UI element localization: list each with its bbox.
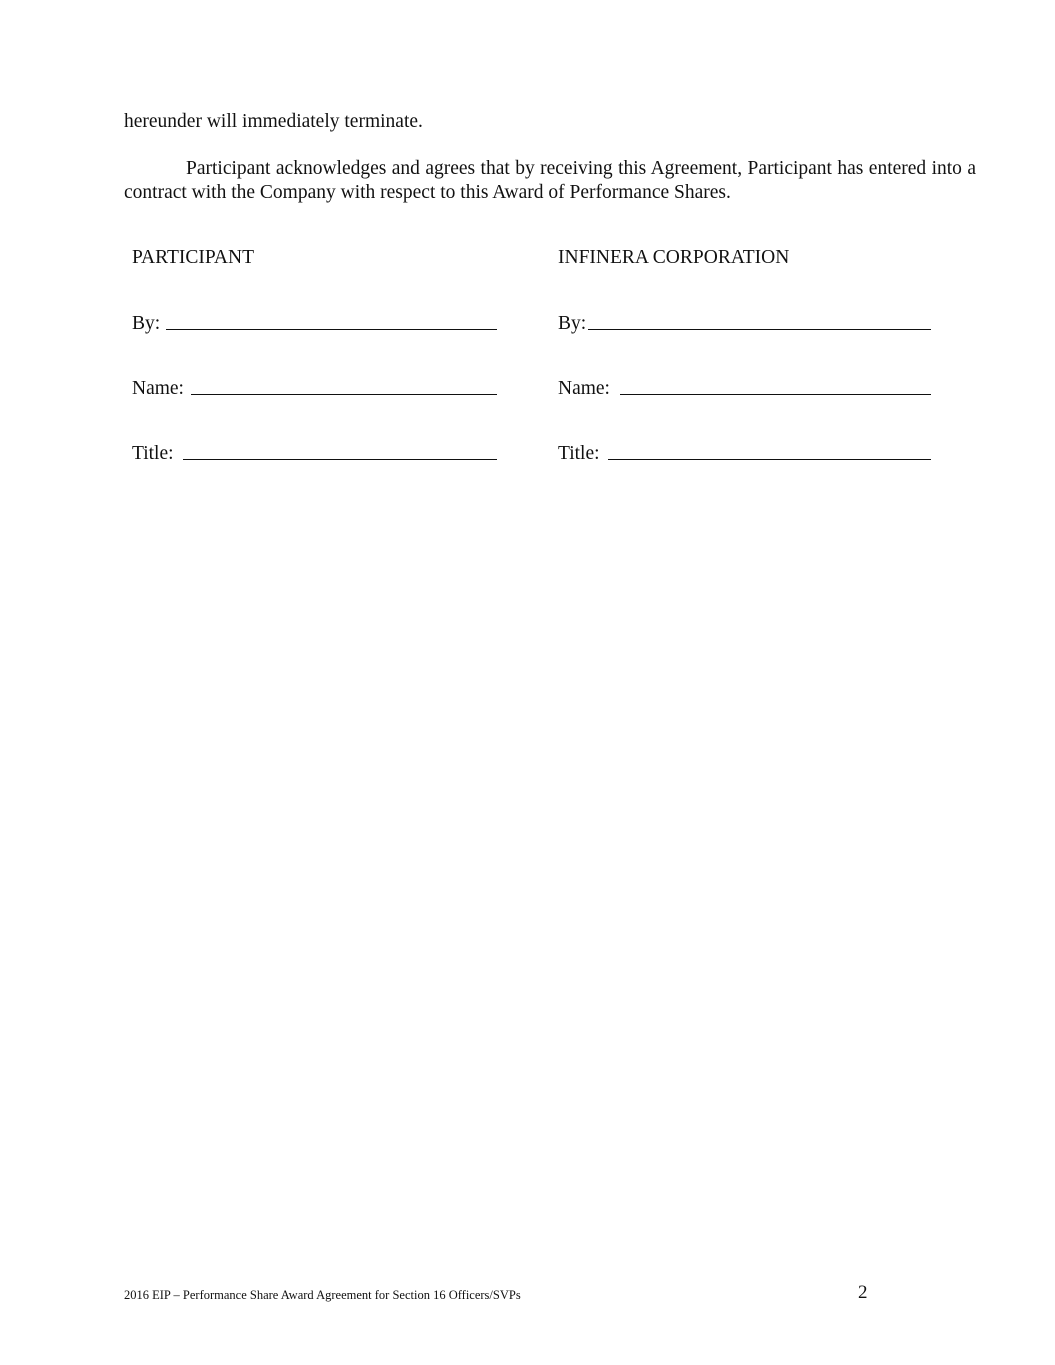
company-name-label: Name: <box>558 378 610 399</box>
company-by-signature-line[interactable] <box>588 329 931 330</box>
company-title-line[interactable] <box>608 459 931 460</box>
continuation-text: hereunder will immediately terminate. <box>124 111 423 132</box>
company-title-label: Title: <box>558 443 600 464</box>
company-heading: INFINERA CORPORATION <box>558 247 790 268</box>
participant-title-line[interactable] <box>183 459 497 460</box>
participant-by-label: By: <box>132 313 161 334</box>
participant-heading: PARTICIPANT <box>132 247 255 268</box>
company-name-line[interactable] <box>620 394 931 395</box>
participant-by-signature-line[interactable] <box>166 329 497 330</box>
participant-title-label: Title: <box>132 443 174 464</box>
footer-text: 2016 EIP – Performance Share Award Agreement for Section 16 Officers/SVPs <box>124 1288 521 1302</box>
participant-name-line[interactable] <box>191 394 497 395</box>
page-number: 2 <box>858 1282 868 1303</box>
participant-name-label: Name: <box>132 378 184 399</box>
acknowledgement-paragraph: Participant acknowledges and agrees that by receiving this Agreement, Participant has entered into a contract with the Company with respect to this Award of Performance Shares. <box>124 158 976 203</box>
company-by-label: By: <box>558 313 587 334</box>
